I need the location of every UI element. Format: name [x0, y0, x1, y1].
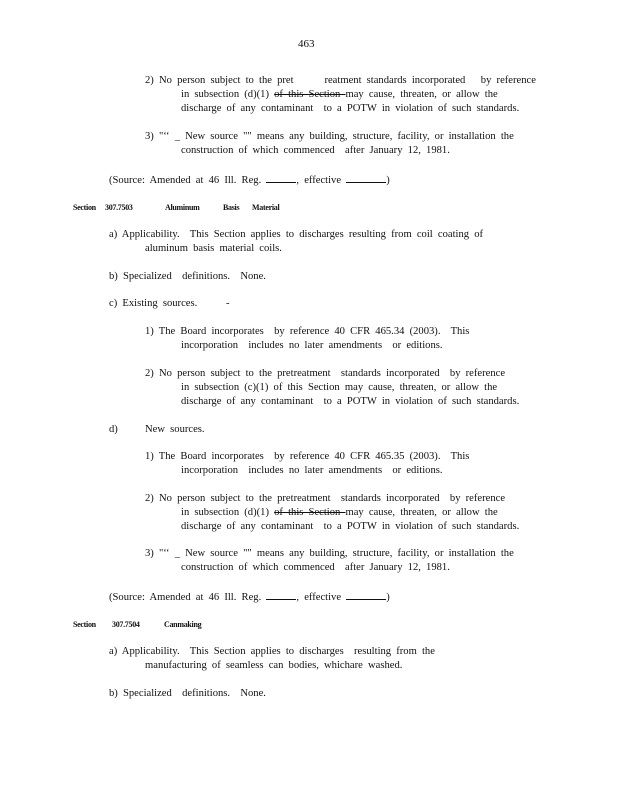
subsection-c-label: c) Existing sources.	[109, 298, 198, 309]
strikethrough-text: of this Section	[274, 89, 346, 100]
section-title-word: Basis	[223, 203, 240, 212]
source-note	[109, 172, 390, 187]
top-item-3-line-1: 3) "‘‘ _ New source "" means any building, structure, facility, or installation the	[145, 131, 514, 142]
strikethrough-text: of this Section	[274, 507, 346, 518]
section-title-word: Aluminum	[165, 203, 200, 212]
d1-line-1: 1) The Board incorporates by reference 40 CFR 465.35 (2003). This	[145, 451, 470, 462]
c2-line-2: in subsection (c)(1) of this Section may cause, threaten, or allow the	[181, 382, 498, 393]
d2-line-3: discharge of any contaminant to a POTW in violation of such standards.	[181, 521, 520, 532]
c2-line-1: 2) No person subject to the pretreatment standards incorporated by reference	[145, 368, 506, 379]
text-run: in subsection (d)(1)	[181, 89, 275, 100]
section-label: Section	[73, 620, 96, 629]
c1-line-2: incorporation includes no later amendments or editions.	[181, 340, 443, 351]
section-number: 307.7504	[112, 620, 140, 629]
top-item-3-line-2: construction of which commenced after January 12, 1981.	[181, 145, 450, 156]
subsection-c-dash: -	[226, 298, 230, 309]
text-run: in subsection (d)(1)	[181, 507, 275, 518]
blank-line	[346, 589, 386, 600]
text-run: )	[386, 175, 390, 186]
top-item-2-line-1: 2) No person subject to the pret reatment standards incorporated by reference	[145, 75, 536, 86]
section-title-word: Material	[252, 203, 280, 212]
text-run: (Source: Amended at 46 Ill. Reg.	[109, 175, 267, 186]
page-number: 463	[298, 38, 315, 50]
blank-line	[266, 172, 296, 183]
d2-line-1: 2) No person subject to the pretreatment standards incorporated by reference	[145, 493, 506, 504]
blank-line	[266, 589, 296, 600]
d2-line-2	[181, 506, 498, 519]
subsection-a-line-2: manufacturing of seamless can bodies, whichare washed.	[145, 660, 403, 671]
section-title: Canmaking	[164, 620, 202, 629]
text-run: , effective	[296, 175, 347, 186]
top-item-2-line-3: discharge of any contaminant to a POTW in violation of such standards.	[181, 103, 520, 114]
text-run: may cause, threaten, or allow the	[345, 507, 498, 518]
blank-line	[346, 172, 386, 183]
subsection-d-title: New sources.	[145, 424, 205, 435]
subsection-a-line-1: a) Applicability. This Section applies to discharges resulting from coil coating of	[109, 229, 484, 240]
d3-line-1: 3) "‘‘ _ New source "" means any building, structure, facility, or installation the	[145, 548, 514, 559]
source-note	[109, 589, 390, 604]
text-run: (Source: Amended at 46 Ill. Reg.	[109, 592, 267, 603]
subsection-b: b) Specialized definitions. None.	[109, 271, 266, 282]
subsection-d-label: d)	[109, 424, 118, 435]
section-number: 307.7503	[105, 203, 133, 212]
text-run: , effective	[296, 592, 347, 603]
text-run: )	[386, 592, 390, 603]
top-item-2-line-2	[181, 88, 498, 101]
subsection-b: b) Specialized definitions. None.	[109, 688, 266, 699]
subsection-a-line-1: a) Applicability. This Section applies to discharges resulting from the	[109, 646, 435, 657]
d1-line-2: incorporation includes no later amendments or editions.	[181, 465, 443, 476]
d3-line-2: construction of which commenced after January 12, 1981.	[181, 562, 450, 573]
c1-line-1: 1) The Board incorporates by reference 40 CFR 465.34 (2003). This	[145, 326, 470, 337]
text-run: may cause, threaten, or allow the	[345, 89, 498, 100]
section-label: Section	[73, 203, 96, 212]
subsection-a-line-2: aluminum basis material coils.	[145, 243, 282, 254]
c2-line-3: discharge of any contaminant to a POTW in violation of such standards.	[181, 396, 520, 407]
